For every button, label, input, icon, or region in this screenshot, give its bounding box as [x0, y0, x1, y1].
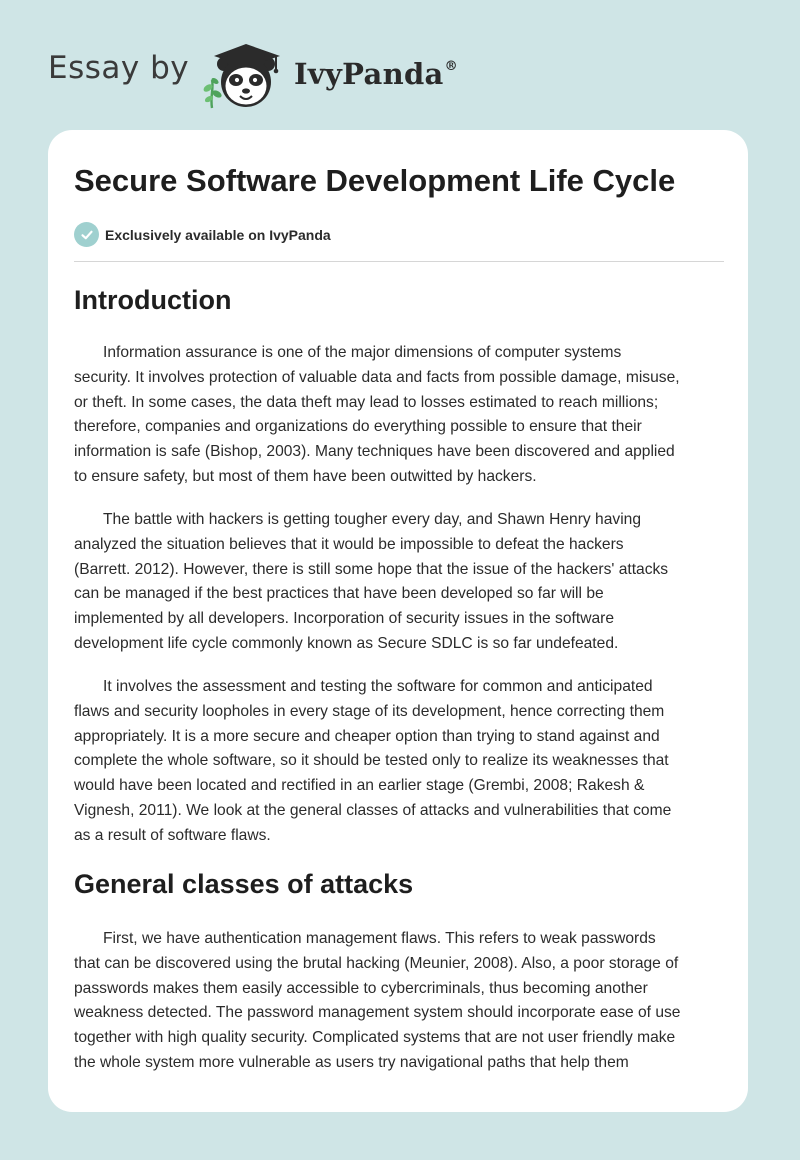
paragraph [74, 675, 724, 849]
text-line: would have been located and rectified in an earlier stage (Grembi, 2008; Rakesh & [74, 777, 645, 795]
text-line: analyzed the situation believes that it would be impossible to defeat the hackers [74, 535, 624, 553]
text-line: that can be discovered using the brutal hacking (Meunier, 2008). Also, a poor storage of [74, 954, 679, 972]
text-line: complete the whole software, so it should be tested only to realize its weaknesses that [74, 752, 669, 770]
text-line: Information assurance is one of the major dimensions of computer systems [103, 344, 622, 361]
text-line: can be managed if the best practices that have been developed so far will be [74, 585, 604, 603]
section-heading-introduction: Introduction [74, 285, 232, 315]
text-line: information is safe (Bishop, 2003). Many techniques have been discovered and applied [74, 443, 675, 461]
text-line: The battle with hackers is getting tougher every day, and Shawn Henry having [103, 511, 641, 528]
text-line: flaws and security loopholes in every stage of its development, hence correcting them [74, 702, 665, 720]
section-heading-general-classes: General classes of attacks [74, 869, 414, 899]
text-line: appropriately. It is a more secure and cheaper option than trying to stand against and [74, 727, 660, 745]
essay-by-label: Essay by [48, 50, 190, 86]
text-line: weakness detected. The password management system should incorporate ease of use [74, 1004, 681, 1022]
exclusive-badge [74, 222, 331, 247]
essay-title: Secure Software Development Life Cycle [74, 163, 676, 198]
text-line: It involves the assessment and testing the software for common and anticipated [103, 678, 653, 695]
paragraph [74, 927, 724, 1076]
text-line: (Barrett. 2012). However, there is still some hope that the issue of the hackers' attacks [74, 560, 669, 578]
check-icon [74, 222, 99, 247]
registered-mark: ® [444, 59, 458, 74]
divider [74, 261, 724, 262]
text-line: passwords makes them easily accessible to cybercriminals, thus becoming another [74, 979, 648, 997]
essay-card [48, 130, 748, 1112]
text-line: development life cycle commonly known as Secure SDLC is so far undefeated. [74, 634, 619, 652]
text-line: or theft. In some cases, the data theft may lead to losses estimated to reach millions; [74, 393, 659, 411]
text-line: Vignesh, 2011). We look at the general classes of attacks and vulnerabilities that come [74, 801, 672, 819]
text-line: as a result of software flaws. [74, 826, 271, 844]
text-line: implemented by all developers. Incorporation of security issues in the software [74, 610, 614, 628]
text-line: together with high quality security. Complicated systems that are not user friendly make [74, 1029, 676, 1047]
text-line: therefore, companies and organizations do everything possible to ensure that their [74, 418, 642, 436]
text-line: First, we have authentication management flaws. This refers to weak passwords [103, 930, 656, 947]
site-header [0, 0, 800, 120]
exclusive-badge-label: Exclusively available on IvyPanda [105, 226, 331, 243]
text-line: security. It involves protection of valuable data and facts from possible damage, misuse, [74, 368, 680, 386]
brand-name: IvyPanda [294, 57, 444, 91]
paragraph [74, 341, 724, 490]
text-line: to ensure safety, but most of them have been outwitted by hackers. [74, 467, 537, 485]
panda-logo-icon[interactable] [200, 36, 292, 110]
ivypanda-brand[interactable] [294, 57, 458, 91]
text-line: the whole system more vulnerable as users try navigational paths that help them [74, 1053, 629, 1071]
paragraph [74, 508, 724, 657]
